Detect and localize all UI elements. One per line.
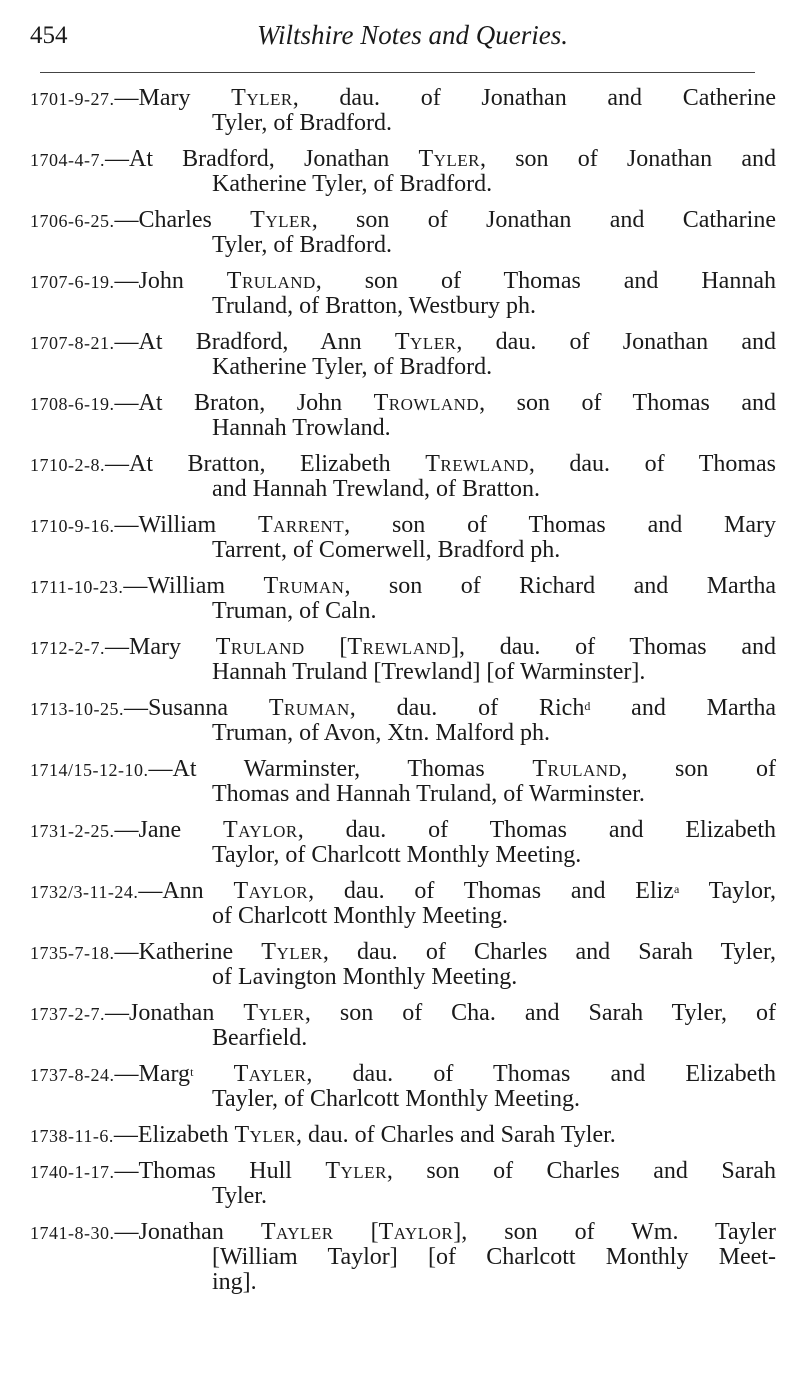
entry-date: 1741-8-30. <box>30 1223 115 1243</box>
entry-date: 1710-9-16. <box>30 516 115 536</box>
entry-line <box>30 1087 776 1112</box>
entry-text: , son of Jonathan and <box>480 146 776 172</box>
entry-text: —Jonathan <box>114 1219 261 1245</box>
entry-text: Hannah Trowland. <box>212 415 391 441</box>
entry-text: , son of Thomas and <box>479 390 776 416</box>
surname: Tyler <box>394 329 457 355</box>
surname: Tayler <box>260 1219 334 1245</box>
entry-line <box>30 574 776 599</box>
entry-text: , son of Richard and Martha <box>344 573 777 599</box>
entry-line <box>30 538 776 563</box>
register-entry <box>30 330 776 380</box>
entry-text: —Thomas Hull <box>114 1158 326 1184</box>
entry-text: Bearfield. <box>212 1025 308 1051</box>
running-header <box>30 18 775 58</box>
entry-text: [ <box>333 1219 379 1245</box>
entry-text: —At Bratton, Elizabeth <box>105 451 426 477</box>
superscript: d <box>584 699 591 713</box>
register-entry <box>30 86 776 136</box>
entry-text: —Marg <box>114 1061 191 1087</box>
entry-text: ing]. <box>212 1269 257 1295</box>
entry-text: , dau. of Thomas <box>528 451 777 477</box>
surname: Taylor <box>378 1219 454 1245</box>
entry-line <box>30 879 776 904</box>
register-entry <box>30 1001 776 1051</box>
entry-text: Truman, of Avon, Xtn. Malford ph. <box>212 720 550 746</box>
entry-text: Hannah Truland [Trewland] [of Warminster]. <box>212 659 646 685</box>
entry-text: [William Taylor] [of Charlcott Monthly Meet- <box>212 1244 776 1270</box>
surname: Truman <box>263 573 345 599</box>
entry-text: , son of Thomas and Mary <box>344 512 776 538</box>
entry-text: Taylor, <box>679 878 776 904</box>
entry-text: —Katherine <box>114 939 262 965</box>
entry-text: , dau. of Thomas and Eliz <box>308 878 674 904</box>
surname: Tyler <box>243 1000 305 1026</box>
register-entry <box>30 635 776 685</box>
entry-line <box>30 1026 776 1051</box>
entry-line <box>30 355 776 380</box>
entry-text: Truman, of Caln. <box>212 598 377 624</box>
entry-line <box>30 843 776 868</box>
surname: Tarrent <box>257 512 345 538</box>
entry-text: —William <box>123 573 264 599</box>
register-entries <box>30 86 776 1306</box>
entry-date: 1737-8-24. <box>30 1065 115 1085</box>
surname: Trewland <box>425 451 529 477</box>
entry-line <box>30 172 776 197</box>
entry-line <box>30 477 776 502</box>
entry-date: 1738-11-6. <box>30 1126 114 1146</box>
entry-date: 1708-6-19. <box>30 394 115 414</box>
superscript: a <box>673 882 680 896</box>
entry-line <box>30 269 776 294</box>
entry-text: [ <box>304 634 348 660</box>
page-number: 454 <box>30 22 68 49</box>
entry-text: , dau. of Thomas and Elizabeth <box>306 1061 776 1087</box>
register-entry <box>30 696 776 746</box>
entry-line <box>30 1123 776 1148</box>
surname: Tyler <box>261 939 323 965</box>
entry-line <box>30 452 776 477</box>
entry-text: , dau. of Jonathan and <box>456 329 776 355</box>
entry-line <box>30 1270 776 1295</box>
entry-date: 1712-2-7. <box>30 638 105 658</box>
entry-text: Katherine Tyler, of Bradford. <box>212 171 493 197</box>
register-entry <box>30 1159 776 1209</box>
header-rule <box>40 72 755 73</box>
entry-line <box>30 599 776 624</box>
entry-line <box>30 721 776 746</box>
entry-text: Katherine Tyler, of Bradford. <box>212 354 493 380</box>
surname: Truman <box>268 695 350 721</box>
register-entry <box>30 1062 776 1112</box>
entry-line <box>30 416 776 441</box>
entry-date: 1706-6-25. <box>30 211 115 231</box>
entry-line <box>30 111 776 136</box>
entry-text: —John <box>114 268 227 294</box>
surname: Tyler <box>418 146 481 172</box>
entry-text: and Martha <box>590 695 776 721</box>
surname: Tayler <box>233 1061 307 1087</box>
entry-text: Taylor, of Charlcott Monthly Meeting. <box>212 842 582 868</box>
entry-line <box>30 208 776 233</box>
register-entry <box>30 452 776 502</box>
surname: Taylor <box>233 878 309 904</box>
entry-text: , son of Jonathan and Catharine <box>311 207 776 233</box>
entry-line <box>30 86 776 111</box>
entry-text: Truland, of Bratton, Westbury ph. <box>212 293 537 319</box>
entry-text: —Ann <box>138 878 234 904</box>
entry-line <box>30 757 776 782</box>
entry-line <box>30 1159 776 1184</box>
entry-text: —Elizabeth <box>113 1122 235 1148</box>
entry-date: 1735-7-18. <box>30 943 115 963</box>
entry-line <box>30 294 776 319</box>
register-entry <box>30 818 776 868</box>
entry-text: Thomas and Hannah Truland, of Warminster. <box>212 781 645 807</box>
entry-line <box>30 1062 776 1087</box>
entry-date: 1704-4-7. <box>30 150 105 170</box>
entry-text: —At Bradford, Jonathan <box>105 146 419 172</box>
entry-text: ], dau. of Thomas and <box>451 634 776 660</box>
entry-text: Tayler, of Charlcott Monthly Meeting. <box>212 1086 580 1112</box>
register-entry <box>30 513 776 563</box>
entry-text: , dau. of Charles and Sarah Tyler. <box>296 1122 616 1148</box>
entry-text: of Lavington Monthly Meeting. <box>212 964 518 990</box>
entry-text: —Jonathan <box>105 1000 244 1026</box>
entry-text: —At Warminster, Thomas <box>148 756 533 782</box>
entry-line <box>30 696 776 721</box>
register-entry <box>30 757 776 807</box>
surname: Truland <box>215 634 305 660</box>
entry-text: , son of Cha. and Sarah Tyler, of <box>304 1000 777 1026</box>
entry-text: , dau. of Rich <box>349 695 585 721</box>
entry-line <box>30 330 776 355</box>
register-entry <box>30 147 776 197</box>
entry-date: 1701-9-27. <box>30 89 115 109</box>
entry-line <box>30 1220 776 1245</box>
entry-date: 1714/15-12-10. <box>30 760 149 780</box>
entry-text: and Hannah Trewland, of Bratton. <box>212 476 540 502</box>
surname: Tyler <box>231 85 293 111</box>
surname: Taylor <box>223 817 298 843</box>
entry-date: 1737-2-7. <box>30 1004 105 1024</box>
entry-text: Tyler, of Bradford. <box>212 110 392 136</box>
entry-date: 1731-2-25. <box>30 821 115 841</box>
entry-text: —At Bradford, Ann <box>114 329 395 355</box>
entry-text: , son of <box>621 756 776 782</box>
surname: Truland <box>532 756 622 782</box>
entry-date: 1732/3-11-24. <box>30 882 139 902</box>
register-entry <box>30 1220 776 1295</box>
entry-text: Tyler. <box>212 1183 267 1209</box>
entry-line <box>30 147 776 172</box>
surname: Trewland <box>347 634 452 660</box>
entry-line <box>30 782 776 807</box>
register-entry <box>30 574 776 624</box>
surname: Tyler <box>234 1122 296 1148</box>
superscript: t <box>190 1065 194 1079</box>
entry-date: 1707-6-19. <box>30 272 115 292</box>
entry-text: of Charlcott Monthly Meeting. <box>212 903 508 929</box>
entry-text <box>193 1061 233 1087</box>
entry-line <box>30 635 776 660</box>
entry-line <box>30 965 776 990</box>
register-entry <box>30 1123 776 1148</box>
entry-line <box>30 513 776 538</box>
surname: Trowland <box>373 390 480 416</box>
surname: Truland <box>226 268 316 294</box>
entry-text: —Charles <box>114 207 251 233</box>
entry-line <box>30 904 776 929</box>
entry-line <box>30 660 776 685</box>
register-entry <box>30 879 776 929</box>
entry-line <box>30 1001 776 1026</box>
entry-date: 1710-2-8. <box>30 455 105 475</box>
entry-line <box>30 391 776 416</box>
entry-line <box>30 940 776 965</box>
surname: Tyler <box>325 1158 387 1184</box>
entry-date: 1713-10-25. <box>30 699 124 719</box>
entry-text: , son of Thomas and Hannah <box>315 268 776 294</box>
entry-date: 1711-10-23. <box>30 577 124 597</box>
entry-line <box>30 818 776 843</box>
journal-title: Wiltshire Notes and Queries. <box>257 20 568 50</box>
register-entry <box>30 269 776 319</box>
entry-line <box>30 233 776 258</box>
entry-date: 1707-8-21. <box>30 333 115 353</box>
entry-text: Tyler, of Bradford. <box>212 232 392 258</box>
surname: Tyler <box>250 207 312 233</box>
entry-text: , dau. of Jonathan and Catherine <box>292 85 777 111</box>
entry-text: —Mary <box>105 634 216 660</box>
entry-text: ], son of Wm. Tayler <box>453 1219 776 1245</box>
entry-date: 1740-1-17. <box>30 1162 115 1182</box>
entry-line <box>30 1245 776 1270</box>
register-entry <box>30 940 776 990</box>
register-entry <box>30 391 776 441</box>
entry-text: , son of Charles and Sarah <box>386 1158 776 1184</box>
register-entry <box>30 208 776 258</box>
entry-text: —William <box>114 512 258 538</box>
entry-text: , dau. of Charles and Sarah Tyler, <box>322 939 777 965</box>
entry-text: Tarrent, of Comerwell, Bradford ph. <box>212 537 561 563</box>
entry-text: —Jane <box>114 817 224 843</box>
entry-text: , dau. of Thomas and Elizabeth <box>297 817 776 843</box>
entry-text: —Mary <box>114 85 232 111</box>
entry-line <box>30 1184 776 1209</box>
entry-text: —At Braton, John <box>114 390 374 416</box>
entry-text: —Susanna <box>124 695 269 721</box>
